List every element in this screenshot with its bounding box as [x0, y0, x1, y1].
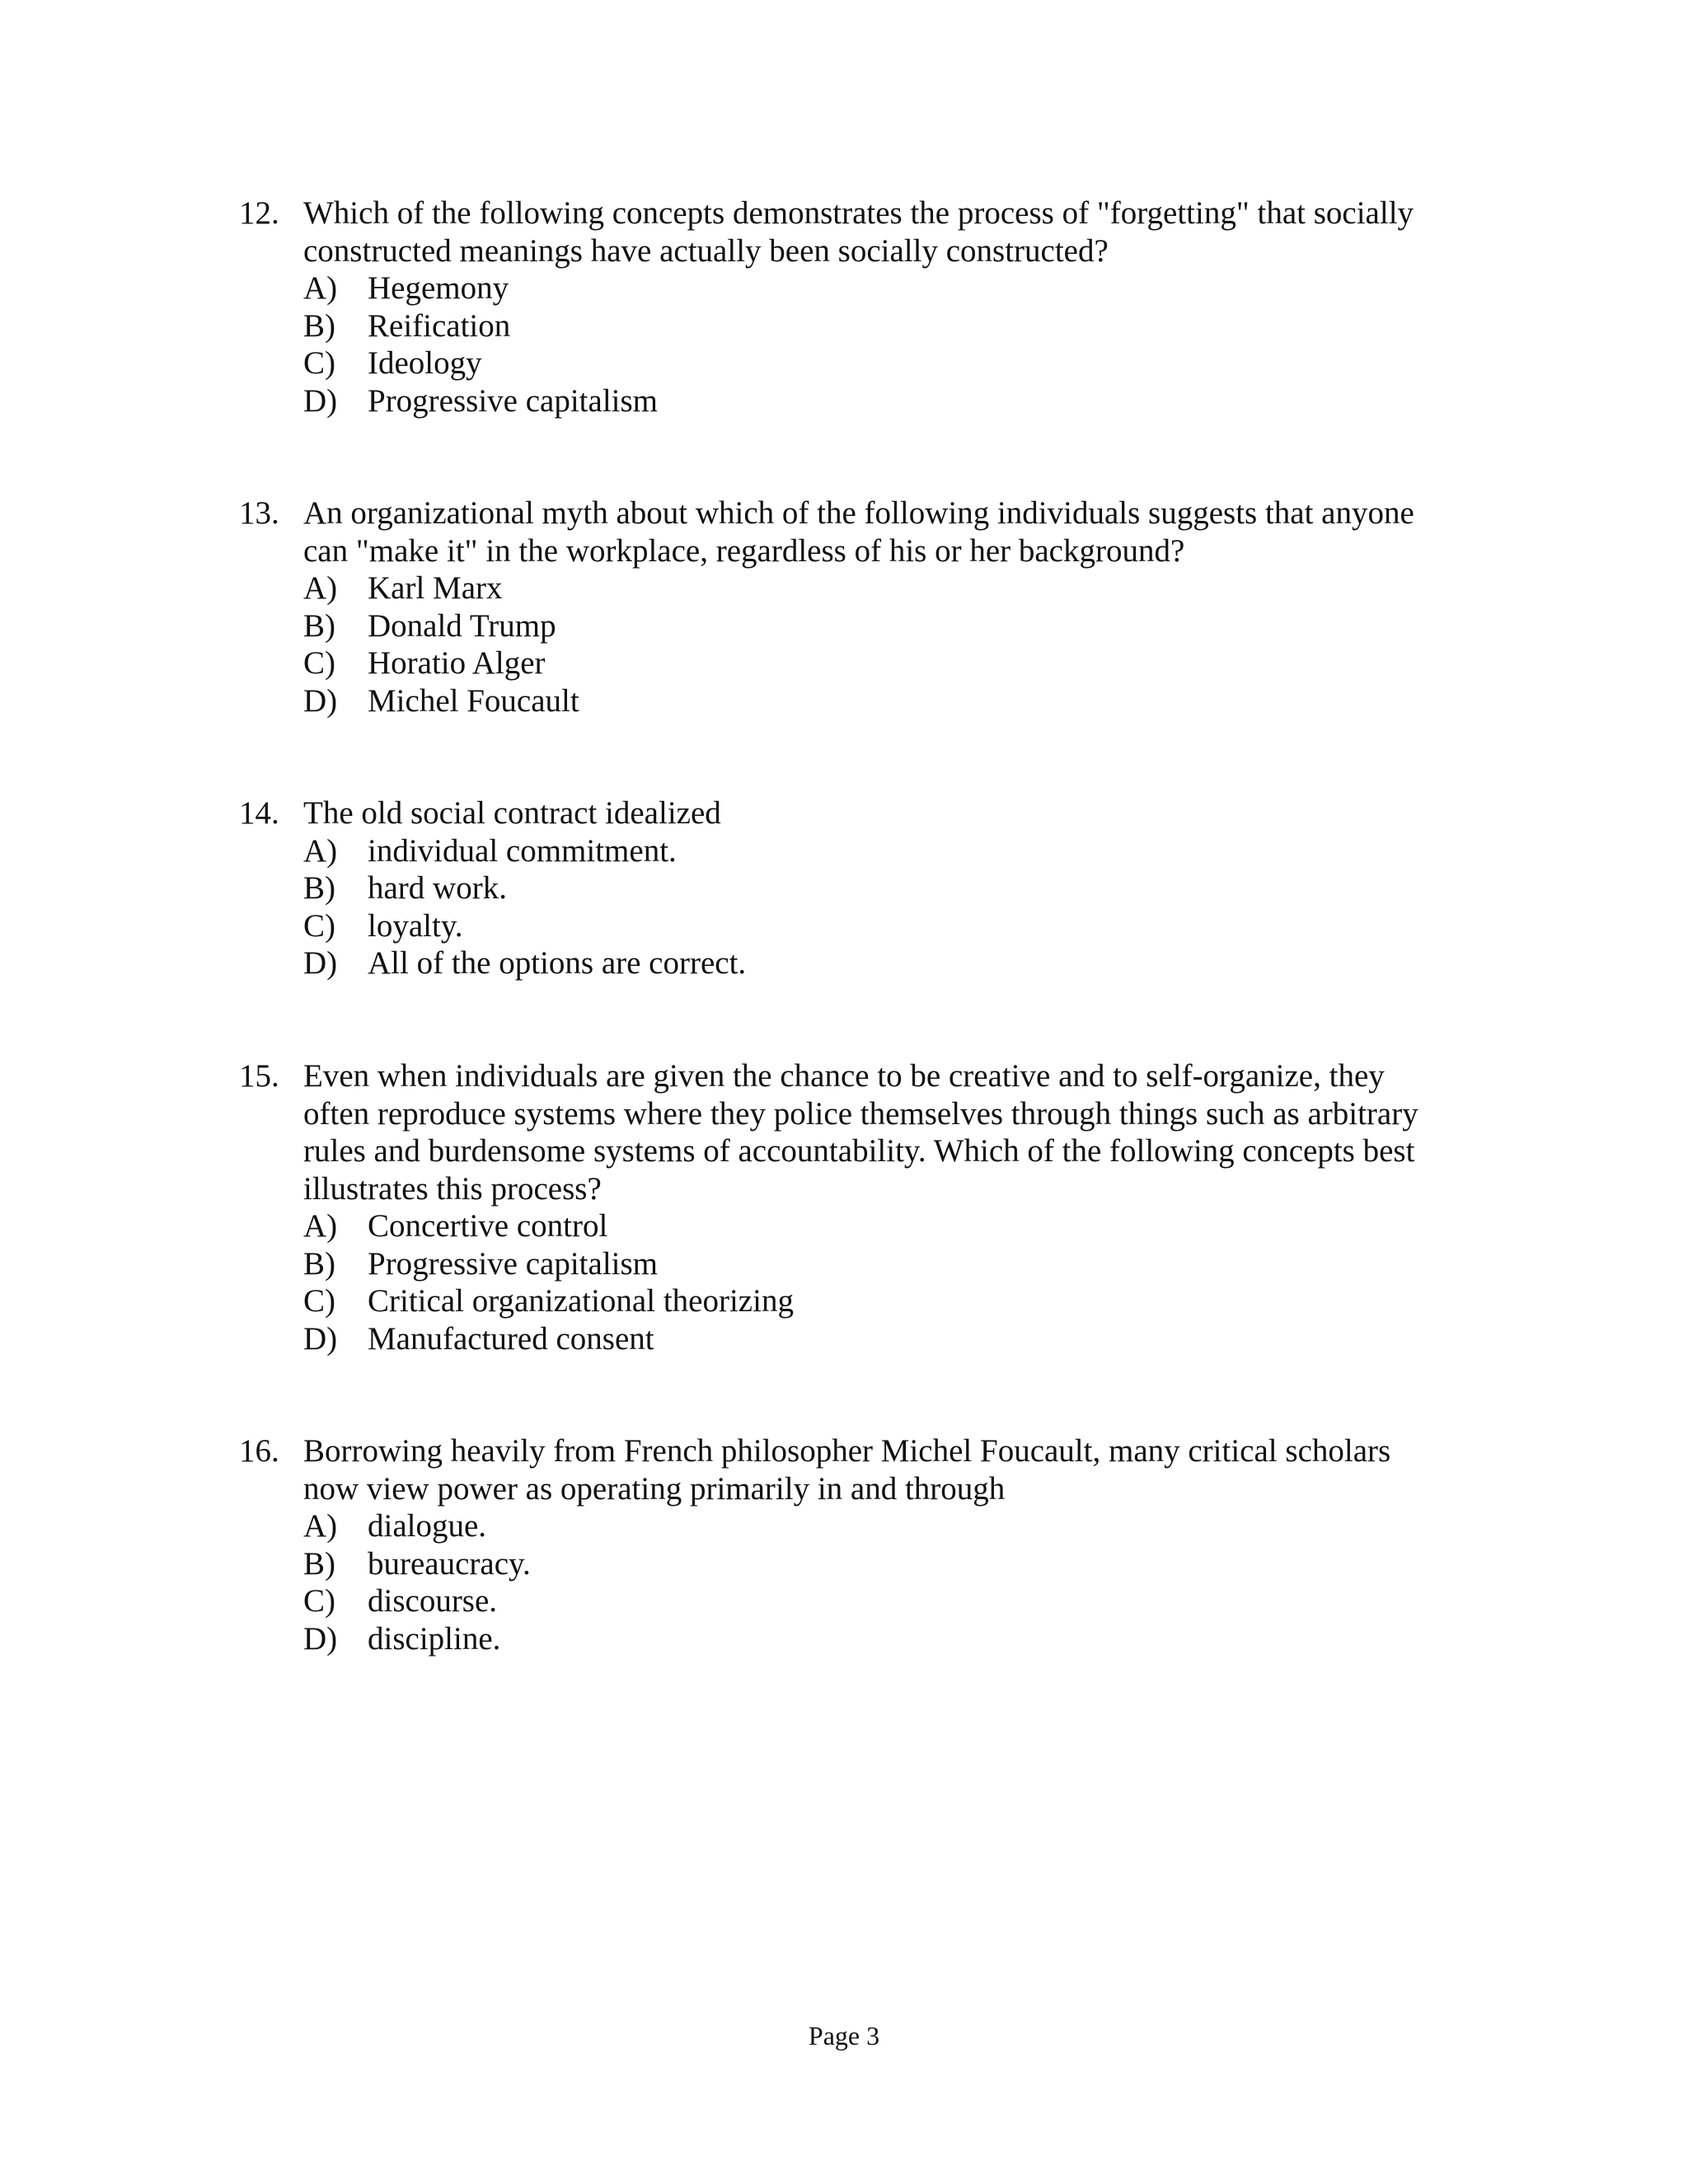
option-text: bureaucracy. [368, 1545, 531, 1582]
option-text: Ideology [368, 345, 482, 381]
option-d [303, 944, 1459, 982]
option-text: Karl Marx [368, 570, 503, 606]
option-text: Progressive capitalism [368, 382, 659, 419]
option-c [303, 1282, 1459, 1320]
option-letter: D) [303, 682, 338, 719]
option-letter: C) [303, 907, 335, 944]
option-a [303, 1507, 1459, 1545]
option-letter: A) [303, 1508, 338, 1544]
option-b [303, 607, 1459, 645]
option-b [303, 869, 1459, 907]
option-letter: C) [303, 345, 335, 381]
option-text: Michel Foucault [368, 682, 579, 719]
question-number: 15. [239, 1058, 279, 1094]
option-text: loyalty. [368, 907, 463, 944]
option-d [303, 682, 1459, 720]
question-number: 16. [239, 1433, 279, 1469]
option-text: Hegemony [368, 270, 509, 306]
question-13 [239, 494, 1459, 719]
option-list [303, 569, 1459, 719]
option-text: All of the options are correct. [368, 945, 747, 981]
option-list [303, 1207, 1459, 1357]
option-letter: B) [303, 607, 335, 644]
option-text: hard work. [368, 870, 507, 906]
question-15 [239, 1057, 1459, 1357]
option-letter: D) [303, 382, 338, 419]
option-list [303, 269, 1459, 419]
option-text: discourse. [368, 1583, 498, 1619]
option-letter: B) [303, 1245, 335, 1282]
option-letter: C) [303, 645, 335, 681]
option-text: Concertive control [368, 1208, 608, 1244]
option-b [303, 1545, 1459, 1583]
option-b [303, 307, 1459, 345]
option-d [303, 382, 1459, 420]
option-letter: D) [303, 1620, 338, 1657]
option-a [303, 1207, 1459, 1245]
question-text: Borrowing heavily from French philosopher Michel Foucault, many critical scholars now view power as operating primarily in and through [303, 1433, 1391, 1507]
option-d [303, 1320, 1459, 1358]
question-text: Which of the following concepts demonstrates the process of "forgetting" that socially constructed meanings have actually been socially constructed? [303, 195, 1414, 269]
option-text: dialogue. [368, 1508, 487, 1544]
question-12 [239, 194, 1459, 419]
question-14 [239, 794, 1459, 982]
option-text: Manufactured consent [368, 1320, 654, 1357]
question-16 [239, 1432, 1459, 1657]
option-text: Critical organizational theorizing [368, 1283, 794, 1319]
option-a [303, 832, 1459, 870]
option-letter: A) [303, 570, 338, 606]
option-letter: D) [303, 1320, 338, 1357]
page-number: Page 3 [808, 2021, 880, 2050]
option-c [303, 344, 1459, 382]
option-letter: D) [303, 945, 338, 981]
option-text: Progressive capitalism [368, 1245, 659, 1282]
question-text: Even when individuals are given the chance to be creative and to self-organize, they often reproduce systems where they police themselves through things such as arbitrary rules and burdensome systems of accountability. Which of the following concepts best illustrates this process? [303, 1058, 1418, 1207]
option-b [303, 1245, 1459, 1283]
option-text: Horatio Alger [368, 645, 546, 681]
option-list [303, 1507, 1459, 1657]
question-number: 12. [239, 195, 279, 231]
option-text: Donald Trump [368, 607, 556, 644]
option-a [303, 569, 1459, 607]
option-c [303, 907, 1459, 945]
question-number: 13. [239, 495, 279, 531]
option-c [303, 1582, 1459, 1620]
option-letter: B) [303, 1545, 335, 1582]
option-text: individual commitment. [368, 832, 677, 869]
option-letter: C) [303, 1583, 335, 1619]
option-list [303, 832, 1459, 982]
option-letter: A) [303, 270, 338, 306]
option-a [303, 269, 1459, 307]
option-letter: B) [303, 870, 335, 906]
question-text: The old social contract idealized [303, 795, 721, 831]
question-text: An organizational myth about which of the following individuals suggests that anyone can "make it" in the workplace, regardless of his or her background? [303, 495, 1414, 569]
option-d [303, 1620, 1459, 1658]
option-letter: A) [303, 1208, 338, 1244]
option-letter: B) [303, 307, 335, 344]
option-text: discipline. [368, 1620, 501, 1657]
question-number: 14. [239, 795, 279, 831]
option-text: Reification [368, 307, 511, 344]
option-c [303, 644, 1459, 682]
option-letter: A) [303, 832, 338, 869]
option-letter: C) [303, 1283, 335, 1319]
